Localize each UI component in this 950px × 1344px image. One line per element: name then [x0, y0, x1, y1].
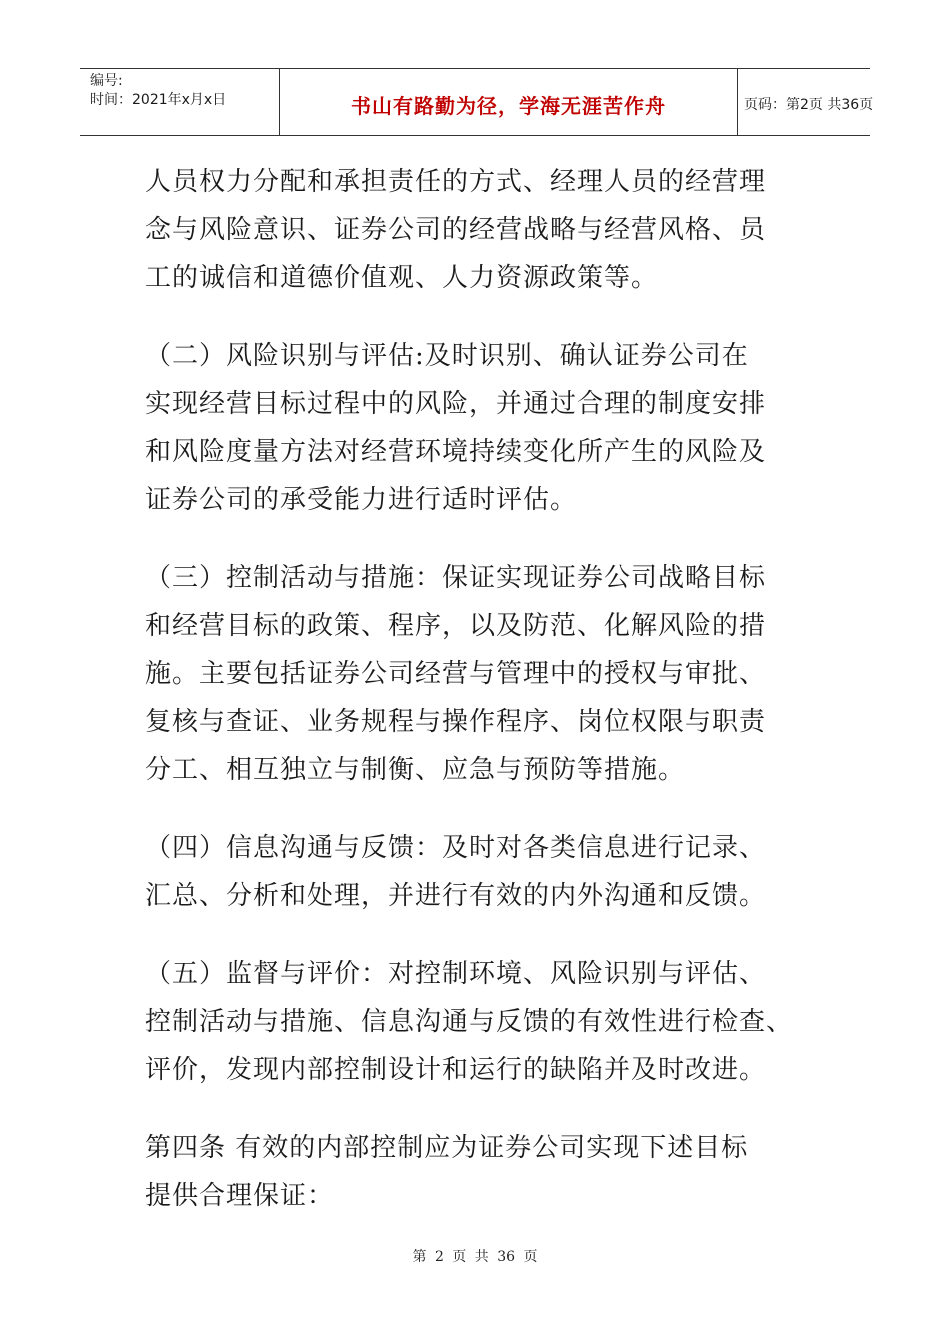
text-line: 分工、相互独立与制衡、应急与预防等措施。 [145, 755, 686, 785]
text-line: 和风险度量方法对经营环境持续变化所产生的风险及 [145, 437, 767, 467]
text-line: （二）风险识别与评估:及时识别、确认证券公司在 [145, 341, 749, 371]
paragraph-5 [145, 950, 835, 1094]
text-line: 工的诚信和道德价值观、人力资源政策等。 [145, 263, 659, 293]
text-line: 第四条 有效的内部控制应为证券公司实现下述目标 [145, 1133, 749, 1163]
text-line: 证券公司的承受能力进行适时评估。 [145, 485, 578, 515]
paragraph-6 [145, 1124, 835, 1220]
document-number-label: 编号: [90, 73, 123, 89]
text-line: （五）监督与评价：对控制环境、风险识别与评估、 [145, 959, 767, 989]
document-body [145, 158, 835, 1250]
text-line: 和经营目标的政策、程序，以及防范、化解风险的措 [145, 611, 767, 641]
header-motto: 书山有路勤为径，学海无涯苦作舟 [280, 69, 738, 135]
paragraph-1 [145, 158, 835, 302]
text-line: 施。主要包括证券公司经营与管理中的授权与审批、 [145, 659, 767, 689]
text-line: 念与风险意识、证券公司的经营战略与经营风格、员 [145, 215, 767, 245]
text-line: 评价，发现内部控制设计和运行的缺陷并及时改进。 [145, 1055, 767, 1085]
header-page-code: 页码：第2页 共36页 [744, 97, 874, 113]
page-header [80, 68, 874, 136]
paragraph-4 [145, 824, 835, 920]
paragraph-2 [145, 332, 835, 524]
header-meta [80, 69, 280, 135]
paragraph-3 [145, 554, 835, 794]
text-line: （四）信息沟通与反馈：及时对各类信息进行记录、 [145, 833, 767, 863]
page-footer: 第 2 页 共 36 页 [412, 1249, 538, 1265]
text-line: （三）控制活动与措施：保证实现证券公司战略目标 [145, 563, 767, 593]
text-line: 人员权力分配和承担责任的方式、经理人员的经营理 [145, 167, 767, 197]
text-line: 实现经营目标过程中的风险，并通过合理的制度安排 [145, 389, 767, 419]
document-time-label: 时间：2021年x月x日 [90, 92, 227, 108]
text-line: 复核与查证、业务规程与操作程序、岗位权限与职责 [145, 707, 767, 737]
text-line: 提供合理保证： [145, 1181, 335, 1211]
text-line: 控制活动与措施、信息沟通与反馈的有效性进行检查、 [145, 1007, 794, 1037]
text-line: 汇总、分析和处理，并进行有效的内外沟通和反馈。 [145, 881, 767, 911]
